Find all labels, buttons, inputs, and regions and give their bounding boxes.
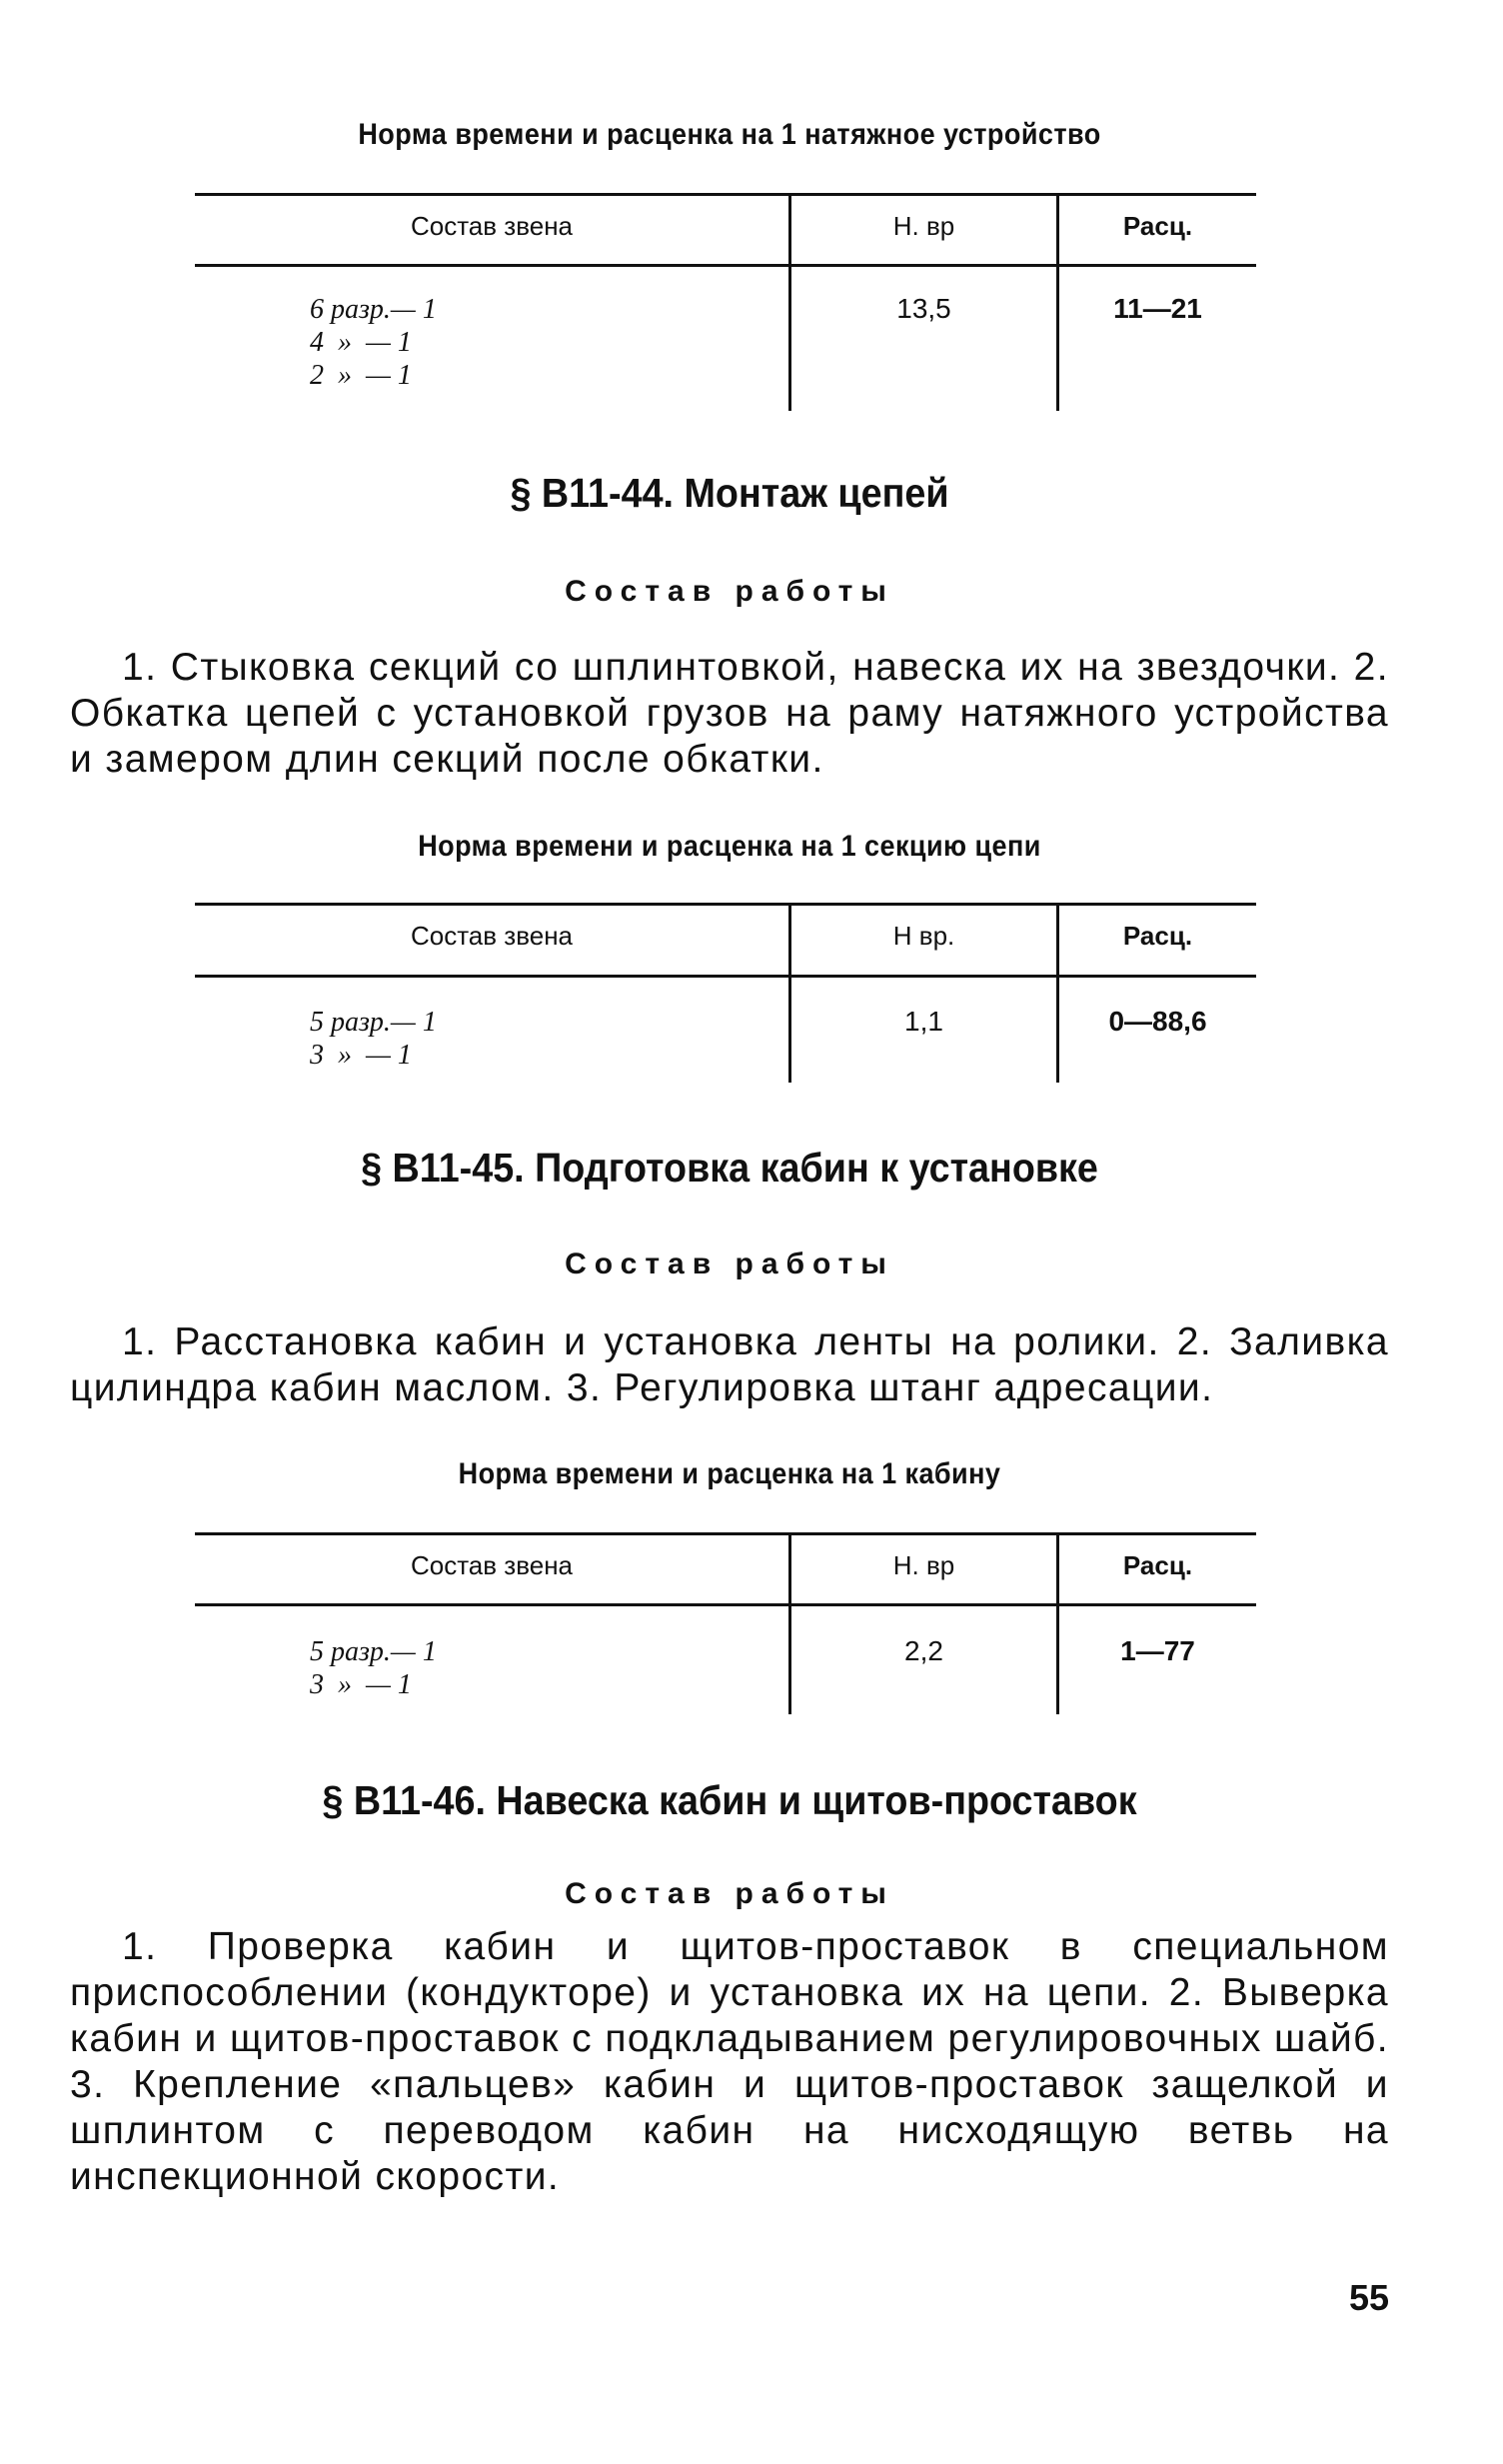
column-header-norm-time: Н вр.: [892, 921, 955, 951]
norm-time-value: 1,1: [904, 1006, 943, 1037]
crew-line: 3 » — 1: [310, 1669, 412, 1700]
section-subtitle: Состав работы: [565, 1877, 894, 1910]
column-header-rate: Расц.: [1122, 921, 1193, 951]
table-rule: [195, 193, 1256, 196]
norm-table: [195, 193, 1256, 411]
section-text: [70, 645, 1389, 783]
crew-line: 3 » — 1: [310, 1040, 412, 1071]
table-rule: [195, 1603, 1256, 1606]
rate-value: 11—21: [1113, 293, 1202, 324]
section-text: [70, 1319, 1389, 1411]
section-subtitle: Состав работы: [565, 575, 894, 608]
section-subtitle: Состав работы: [565, 1247, 894, 1280]
paragraph: 1. Стыковка секций со шплинтовкой, навеска их на звездочки. 2. Обкатка цепей с установкой грузов на раму натяжного устройства и замером длин секций после обкатки.: [70, 646, 1389, 781]
table-rule: [195, 264, 1256, 267]
column-header-crew: Состав звена: [410, 211, 574, 241]
table-caption: Норма времени и расценка на 1 натяжное устройство: [358, 118, 1101, 151]
paragraph: 1. Проверка кабин и щитов-проставок в специальном приспособлении (кондукторе) и установка их на цепи. 2. Выверка кабин и щитов-проставок с подкладыванием регулировочных шайб. 3. Крепление «пальцев» кабин и щитов-проставок защелкой и шплинтом с переводом кабин на нисходящую ветвь на инспекционной скорости.: [70, 1925, 1389, 2198]
crew-line: 6 разр.— 1: [310, 294, 437, 325]
column-header-norm-time: Н. вр: [892, 211, 955, 241]
column-header-crew: Состав звена: [410, 921, 574, 951]
crew-composition: [310, 293, 540, 392]
table-rule: [195, 975, 1256, 978]
table-caption: Норма времени и расценка на 1 секцию цепи: [418, 830, 1041, 863]
paragraph: 1. Расстановка кабин и установка ленты на ролики. 2. Заливка цилиндра кабин маслом. 3. Регулировка штанг адресации.: [70, 1320, 1389, 1409]
norm-table: [195, 1532, 1256, 1714]
rate-value: 0—88,6: [1108, 1006, 1207, 1037]
document-page: [70, 0, 1389, 2464]
table-rule: [195, 1532, 1256, 1535]
table-caption: Норма времени и расценка на 1 кабину: [458, 1457, 1001, 1490]
section-title: § В11-45. Подготовка кабин к установке: [361, 1145, 1098, 1191]
crew-composition: [310, 1006, 540, 1072]
norm-table: [195, 903, 1256, 1083]
rate-value: 1—77: [1120, 1635, 1195, 1666]
column-header-rate: Расц.: [1122, 1550, 1193, 1580]
column-header-rate: Расц.: [1122, 211, 1193, 241]
column-header-crew: Состав звена: [410, 1550, 574, 1580]
crew-line: 2 » — 1: [310, 360, 412, 391]
norm-time-value: 2,2: [904, 1635, 943, 1666]
norm-time-value: 13,5: [896, 293, 951, 324]
page-number: 55: [1348, 2277, 1389, 2318]
table-rule: [195, 903, 1256, 906]
crew-line: 4 » — 1: [310, 327, 412, 358]
crew-line: 5 разр.— 1: [310, 1007, 437, 1038]
crew-line: 5 разр.— 1: [310, 1636, 437, 1667]
column-header-norm-time: Н. вр: [892, 1550, 955, 1580]
section-text: [70, 1924, 1389, 2200]
section-title: § В11-44. Монтаж цепей: [510, 470, 949, 516]
crew-composition: [310, 1635, 540, 1701]
section-title: § В11-46. Навеска кабин и щитов-проставок: [322, 1777, 1137, 1823]
